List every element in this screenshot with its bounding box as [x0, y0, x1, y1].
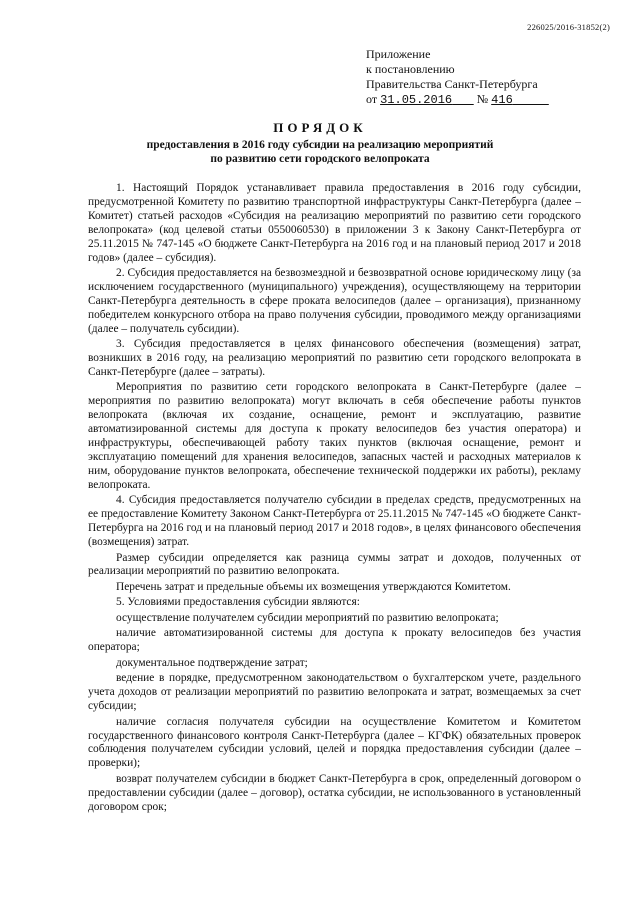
- subtitle-line-1: предоставления в 2016 году субсидии на реализацию мероприятий: [146, 139, 494, 151]
- paragraph-4-amount: Размер субсидии определяется как разница суммы затрат и доходов, полученных от реализации мероприятий по развитию велопроката.: [88, 551, 581, 578]
- paragraph-3-activities: Мероприятия по развитию сети городского велопроката в Санкт-Петербурге (далее – мероприятия по развитию велопроката) могут включать в себя обеспечение работы пунктов велопроката (включая их создание, оснащение, ремонт и эксплуатацию, развитие автоматизированной системы для доступа к прокату велосипедов без участия оператора) и инфраструктуры, обеспечивающей работу таких пунктов (включая оснащение, ремонт и эксплуатацию помещений для хранения велосипедов, запасных частей и расходных материалов к ним, оборудование пунктов велопроката, обеспечение технической поддержки их работы), рекламу велопроката.: [88, 381, 581, 491]
- condition-item: наличие согласия получателя субсидии на осуществление Комитетом и Комитетом государственного финансового контроля Санкт-Петербурга (далее – КГФК) обязательных проверок соблюдения получателем субсидии условий, целей и порядка предоставления субсидии (далее – проверки);: [88, 715, 581, 770]
- paragraph-4: 4. Субсидия предоставляется получателю субсидии в пределах средств, предусмотренных на ее предоставление Комитету Законом Санкт-Петербурга от 25.11.2015 № 747-145 «О бюджете Санкт-Петербурга на 2016 год и на плановый период 2017 и 2018 годов», в целях финансового обеспечения (возмещения) затрат.: [88, 494, 581, 549]
- condition-item: наличие автоматизированной системы для доступа к прокату велосипедов без участия оператора;: [88, 627, 581, 654]
- paragraph-4-list: Перечень затрат и предельные объемы их возмещения утверждаются Комитетом.: [116, 580, 511, 593]
- condition-item: ведение в порядке, предусмотренном законодательством о бухгалтерском учете, раздельного учета доходов от реализации мероприятий по развитию велопроката и затрат, возмещаемых за счет субсидии;: [88, 672, 581, 713]
- annex-line-government: Правительства Санкт-Петербурга: [366, 77, 538, 91]
- paragraph-1: 1. Настоящий Порядок устанавливает правила предоставления в 2016 году субсидии, предусмотренной Комитету по развитию транспортной инфраструктуры Санкт-Петербурга (далее – Комитет) статьей расходов «Субсидия на реализацию мероприятий по развитию сети городского велопроката» (код целевой статьи 0550060530) в приложении 3 к Закону Санкт-Петербурга от 25.11.2015 № 747-145 «О бюджете Санкт-Петербурга на 2016 год и на плановый период 2017 и 2018 годов» (далее – субсидия).: [88, 182, 581, 264]
- annex-line-resolution: к постановлению: [366, 62, 455, 76]
- condition-item: возврат получателем субсидии в бюджет Санкт-Петербурга в срок, определенный договором о предоставлении субсидии (далее – договор), остатка субсидии, не использованного в установленный договором срок;: [88, 772, 581, 813]
- subtitle-line-2: по развитию сети городского велопроката: [210, 153, 430, 165]
- condition-item: документальное подтверждение затрат;: [116, 656, 308, 669]
- paragraph-5: 5. Условиями предоставления субсидии являются:: [116, 596, 360, 609]
- annex-from-prefix: от: [366, 92, 378, 106]
- condition-item: осуществление получателем субсидии мероприятий по развитию велопроката;: [116, 611, 499, 624]
- document-subtitle: [0, 138, 640, 166]
- annex-line-appendix: Приложение: [366, 47, 431, 61]
- paragraph-2: 2. Субсидия предоставляется на безвозмездной и безвозвратной основе юридическому лицу (за исключением государственного (муниципального) учреждения), осуществляющему на территории Санкт-Петербурга деятельность в сфере проката велосипедов (далее – организация), признанному победителем конкурсного отбора на право получения субсидии, проводимого между организациями (далее – получатель субсидии).: [88, 267, 581, 335]
- annex-number: 416: [491, 93, 513, 107]
- annex-date: 31.05.2016: [380, 93, 453, 107]
- document-id: 226025/2016-31852(2): [527, 22, 610, 32]
- document-title: ПОРЯДОК: [273, 120, 367, 135]
- paragraph-3: 3. Субсидия предоставляется в целях финансового обеспечения (возмещения) затрат, возникших в 2016 году, на реализацию мероприятий по развитию сети городского велопроката в Санкт-Петербурге (далее – затраты).: [88, 338, 581, 378]
- annex-number-prefix: №: [476, 92, 489, 106]
- document-body: [88, 182, 581, 816]
- annex-header: [366, 47, 549, 108]
- annex-date-line: [366, 92, 549, 108]
